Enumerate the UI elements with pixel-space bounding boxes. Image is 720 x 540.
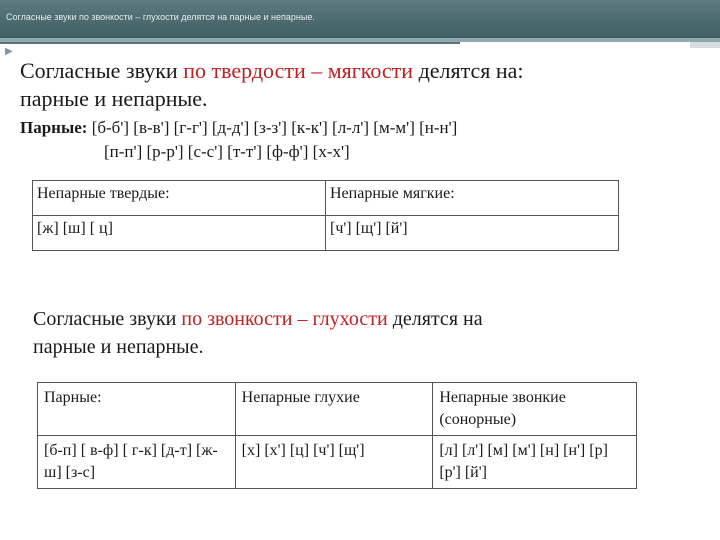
heading2-line2: парные и непарные.	[33, 336, 204, 358]
table-header: Непарные твердые:	[33, 181, 326, 216]
paired-consonants	[20, 116, 700, 164]
heading-highlight: по твердости – мягкости	[183, 58, 414, 83]
accent-corner	[690, 42, 720, 48]
pairs-line1: [б-б'] [в-в'] [г-г'] [д-д'] [з-з'] [к-к'] [л-л'] [м-м'] [н-н']	[87, 118, 458, 137]
table-header: Парные:	[38, 383, 236, 436]
table-cell: [ч'] [щ'] [й']	[326, 216, 619, 251]
table-cell: [б-п] [ в-ф] [ г-к] [д-т] [ж-ш] [з-с]	[38, 436, 236, 489]
table-header: Непарные звонкие (сонорные)	[433, 383, 637, 436]
heading-voicing	[33, 305, 693, 361]
heading2-text-end: делятся на	[387, 308, 483, 330]
table-cell: [л] [л'] [м] [м'] [н] [н'] [р] [р'] [й']	[433, 436, 637, 489]
table-row	[38, 436, 637, 489]
title-bar	[0, 0, 720, 38]
table-row	[33, 216, 619, 251]
accent-divider	[0, 42, 460, 44]
heading2-text: Согласные звуки	[33, 308, 182, 330]
heading-text: Согласные звуки	[20, 58, 184, 83]
heading2-highlight: по звонкости – глухости	[181, 308, 388, 330]
hardness-table	[32, 180, 619, 251]
table-header: Непарные глухие	[235, 383, 433, 436]
slide-title: Согласные звуки по звонкости – глухости делятся на парные и непарные.	[6, 12, 315, 22]
table-row	[38, 383, 637, 436]
table-header: Непарные мягкие:	[326, 181, 619, 216]
voicing-table	[37, 382, 637, 489]
heading-line2: парные и непарные.	[20, 86, 208, 111]
table-row	[33, 181, 619, 216]
table-cell: [х] [х'] [ц] [ч'] [щ']	[235, 436, 433, 489]
heading-text-end: делятся на:	[413, 58, 524, 83]
pairs-label: Парные:	[20, 118, 88, 137]
table-cell: [ж] [ш] [ ц]	[33, 216, 326, 251]
pairs-line2: [п-п'] [р-р'] [с-с'] [т-т'] [ф-ф'] [х-х']	[104, 142, 350, 161]
bullet-arrow-icon: ▶	[5, 46, 13, 57]
heading-hardness	[20, 57, 700, 113]
